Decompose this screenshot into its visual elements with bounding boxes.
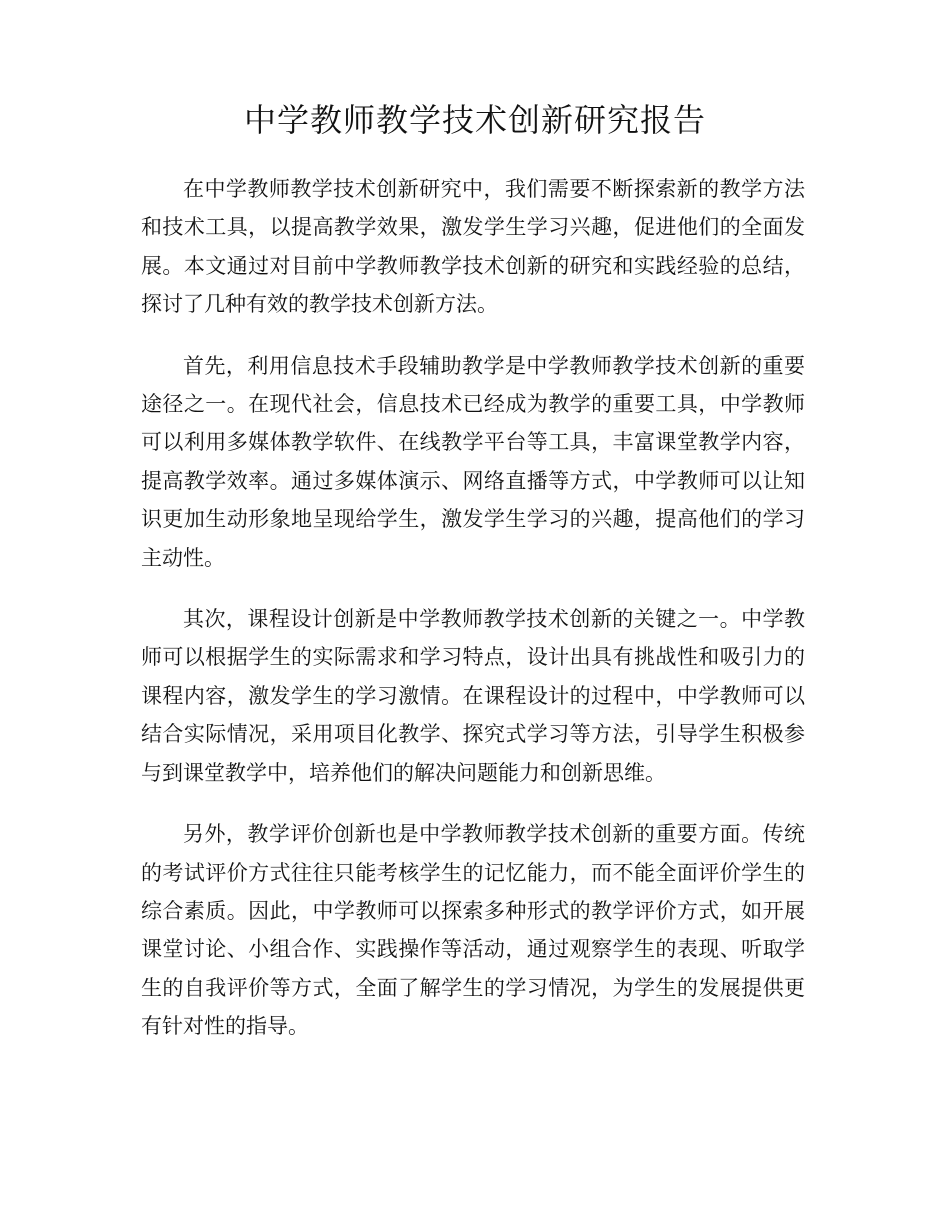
paragraph-teaching-evaluation: 另外，教学评价创新也是中学教师教学技术创新的重要方面。传统的考试评价方式往往只能考核学生的记忆能力，而不能全面评价学生的综合素质。因此，中学教师可以探索多种形式的教学评价方式，如开展课堂讨论、小组合作、实践操作等活动，通过观察学生的表现、听取学生的自我评价等方式，全面了解学生的学习情况，为学生的发展提供更有针对性的指导。 [141, 822, 805, 1039]
paragraph-information-technology: 首先，利用信息技术手段辅助教学是中学教师教学技术创新的重要途径之一。在现代社会，信息技术已经成为教学的重要工具，中学教师可以利用多媒体教学软件、在线教学平台等工具，丰富课堂教学内容，提高教学效率。通过多媒体演示、网络直播等方式，中学教师可以让知识更加生动形象地呈现给学生，激发学生学习的兴趣，提高他们的学习主动性。 [141, 353, 805, 570]
paragraph-curriculum-design: 其次，课程设计创新是中学教师教学技术创新的关键之一。中学教师可以根据学生的实际需求和学习特点，设计出具有挑战性和吸引力的课程内容，激发学生的学习激情。在课程设计的过程中，中学教师可以结合实际情况，采用项目化教学、探究式学习等方法，引导学生积极参与到课堂教学中，培养他们的解决问题能力和创新思维。 [141, 607, 805, 785]
document-title: 中学教师教学技术创新研究报告 [243, 101, 706, 139]
document-body [141, 170, 805, 1069]
paragraph-intro: 在中学教师教学技术创新研究中，我们需要不断探索新的教学方法和技术工具，以提高教学效果，激发学生学习兴趣，促进他们的全面发展。本文通过对目前中学教师教学技术创新的研究和实践经验的总结，探讨了几种有效的教学技术创新方法。 [141, 177, 805, 317]
